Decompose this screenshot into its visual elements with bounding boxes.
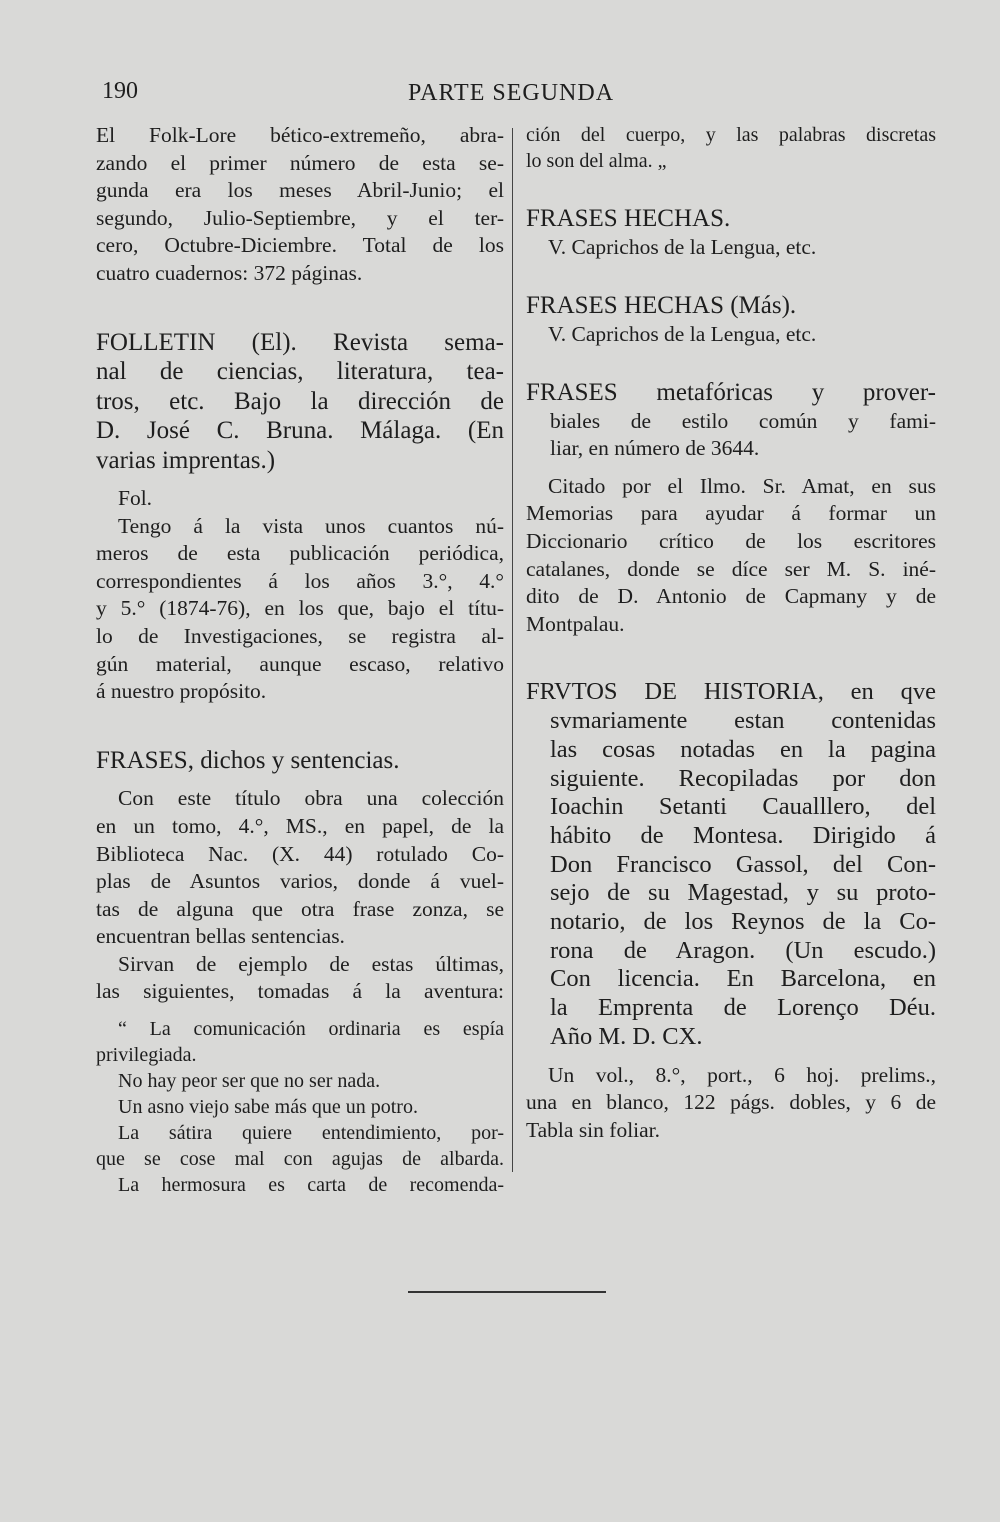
text-line: zando el primer número de esta se- xyxy=(96,150,504,175)
text-line: Sirvan de ejemplo de estas últimas, xyxy=(118,951,504,976)
entry-title-line: Don Francisco Gassol, del Con- xyxy=(550,850,936,878)
quote-line: Un asno viejo sabe más que un potro. xyxy=(118,1096,418,1119)
text-line: gún material, aunque escaso, relativo xyxy=(96,651,504,676)
text-line: en un tomo, 4.°, MS., en papel, de la xyxy=(96,813,504,838)
text-line: las siguientes, tomadas á la aventura: xyxy=(96,979,504,1004)
column-divider xyxy=(512,128,513,1172)
quote-line: que se cose mal con agujas de albarda. xyxy=(96,1148,504,1171)
entry-title-line: sejo de su Magestad, y su proto- xyxy=(550,879,936,907)
frutos-note xyxy=(526,1062,936,1145)
text-line: Un vol., 8.°, port., 6 hoj. prelims., xyxy=(548,1062,936,1087)
frases-note xyxy=(96,785,504,951)
entry-title-line: notario, de los Reynos de la Co- xyxy=(550,908,936,936)
entry-title-line: liar, en número de 3644. xyxy=(550,436,760,461)
entry-title-metaforicas xyxy=(526,378,936,463)
text-line: Tengo á la vista unos cuantos nú- xyxy=(118,513,504,538)
cross-reference: V. Caprichos de la Lengua, etc. xyxy=(548,321,817,346)
text-line: tas de alguna que otra frase zonza, se xyxy=(96,896,504,921)
text-line: Tabla sin foliar. xyxy=(526,1117,661,1142)
text-line: El Folk-Lore bético-extremeño, abra- xyxy=(96,123,504,147)
entry-folletin xyxy=(96,328,504,476)
entry-title-frases: FRASES, dichos y sentencias. xyxy=(96,746,400,774)
entry-title-line: las cosas notadas en la pagina xyxy=(550,735,936,763)
text-line: Con este título obra una colección xyxy=(118,786,504,811)
quote-line: “ La comunicación ordinaria es espía xyxy=(118,1018,504,1041)
entry-title-line: D. José C. Bruna. Málaga. (En xyxy=(96,417,504,445)
quote-line: La hermosura es carta de recomenda- xyxy=(118,1174,504,1197)
text-line: catalanes, donde se díce ser M. S. iné- xyxy=(526,556,936,581)
entry-title-frases-hechas-mas: FRASES HECHAS (Más). xyxy=(526,292,797,320)
page-number: 190 xyxy=(102,78,138,104)
text-line: Diccionario crítico de los escritores xyxy=(526,529,936,554)
text-line: encuentran bellas sentencias. xyxy=(96,924,345,949)
quote-line: ción del cuerpo, y las palabras discretas xyxy=(526,124,936,146)
text-line: lo de Investigaciones, se registra al- xyxy=(96,624,504,649)
entry-title-line: FRVTOS DE HISTORIA, en qve xyxy=(526,678,936,706)
entry-title-line: hábito de Montesa. Dirigido á xyxy=(550,821,936,849)
text-line: cero, Octubre-Diciembre. Total de los xyxy=(96,233,504,258)
entry-title-line: tros, etc. Bajo la dirección de xyxy=(96,387,504,415)
entry-title-line: varias imprentas.) xyxy=(96,446,276,474)
right-column xyxy=(526,122,936,1144)
cross-reference: V. Caprichos de la Lengua, etc. xyxy=(548,234,817,259)
text-line: dito de D. Antonio de Capmany y de xyxy=(526,584,936,609)
intro-paragraph xyxy=(96,122,504,288)
text-line: cuatro cuadernos: 372 páginas. xyxy=(96,260,363,285)
text-line: á nuestro propósito. xyxy=(96,679,267,704)
text-line: Citado por el Ilmo. Sr. Amat, en sus xyxy=(548,473,936,498)
quote-line: lo son del alma. „ xyxy=(526,150,667,172)
folletin-note xyxy=(96,513,504,706)
entry-title-frases-hechas: FRASES HECHAS. xyxy=(526,205,731,232)
text-line: meros de esta publicación periódica, xyxy=(96,541,504,566)
entry-format: Fol. xyxy=(118,486,153,511)
entry-title-line: biales de estilo común y fami- xyxy=(550,408,936,433)
entry-title-line: la Emprenta de Lorenço Déu. xyxy=(550,994,936,1022)
left-column xyxy=(96,122,504,1198)
quote-line: La sátira quiere entendimiento, por- xyxy=(118,1122,504,1145)
text-line: gunda era los meses Abril-Junio; el xyxy=(96,178,504,203)
text-line: Montpalau. xyxy=(526,611,625,636)
running-title: PARTE SEGUNDA xyxy=(408,80,615,106)
entry-title-frutos xyxy=(526,678,936,1051)
entry-title-line: nal de ciencias, literatura, tea- xyxy=(96,358,504,386)
quote-continuation xyxy=(526,122,936,174)
text-line: una en blanco, 122 págs. dobles, y 6 de xyxy=(526,1090,936,1115)
entry-title-line: Ioachin Setanti Caualllero, del xyxy=(550,793,936,821)
closing-rule xyxy=(408,1291,606,1293)
quotation-block xyxy=(96,1016,504,1198)
entry-title-line: Año M. D. CX. xyxy=(550,1022,703,1050)
entry-title-line: FRASES metafóricas y prover- xyxy=(526,379,936,407)
text-line: segundo, Julio-Septiembre, y el ter- xyxy=(96,205,504,230)
entry-title-line: svmariamente estan contenidas xyxy=(550,707,936,735)
text-line: plas de Asuntos varios, donde á vuel- xyxy=(96,869,504,894)
entry-title-line: rona de Aragon. (Un escudo.) xyxy=(550,936,936,964)
text-line: Memorias para ayudar á formar un xyxy=(526,501,936,526)
quote-line: privilegiada. xyxy=(96,1044,197,1067)
metaforicas-note xyxy=(526,473,936,639)
text-line: correspondientes á los años 3.°, 4.° xyxy=(96,568,504,593)
entry-title-line: siguiente. Recopiladas por don xyxy=(550,764,936,792)
entry-title-line: FOLLETIN (El). Revista sema- xyxy=(96,328,504,356)
examples-intro xyxy=(96,951,504,1006)
text-line: y 5.° (1874-76), en los que, bajo el títu- xyxy=(96,596,504,621)
quote-line: No hay peor ser que no ser nada. xyxy=(118,1070,381,1093)
text-line: Biblioteca Nac. (X. 44) rotulado Co- xyxy=(96,841,504,866)
entry-title-line: Con licencia. En Barcelona, en xyxy=(550,965,936,993)
